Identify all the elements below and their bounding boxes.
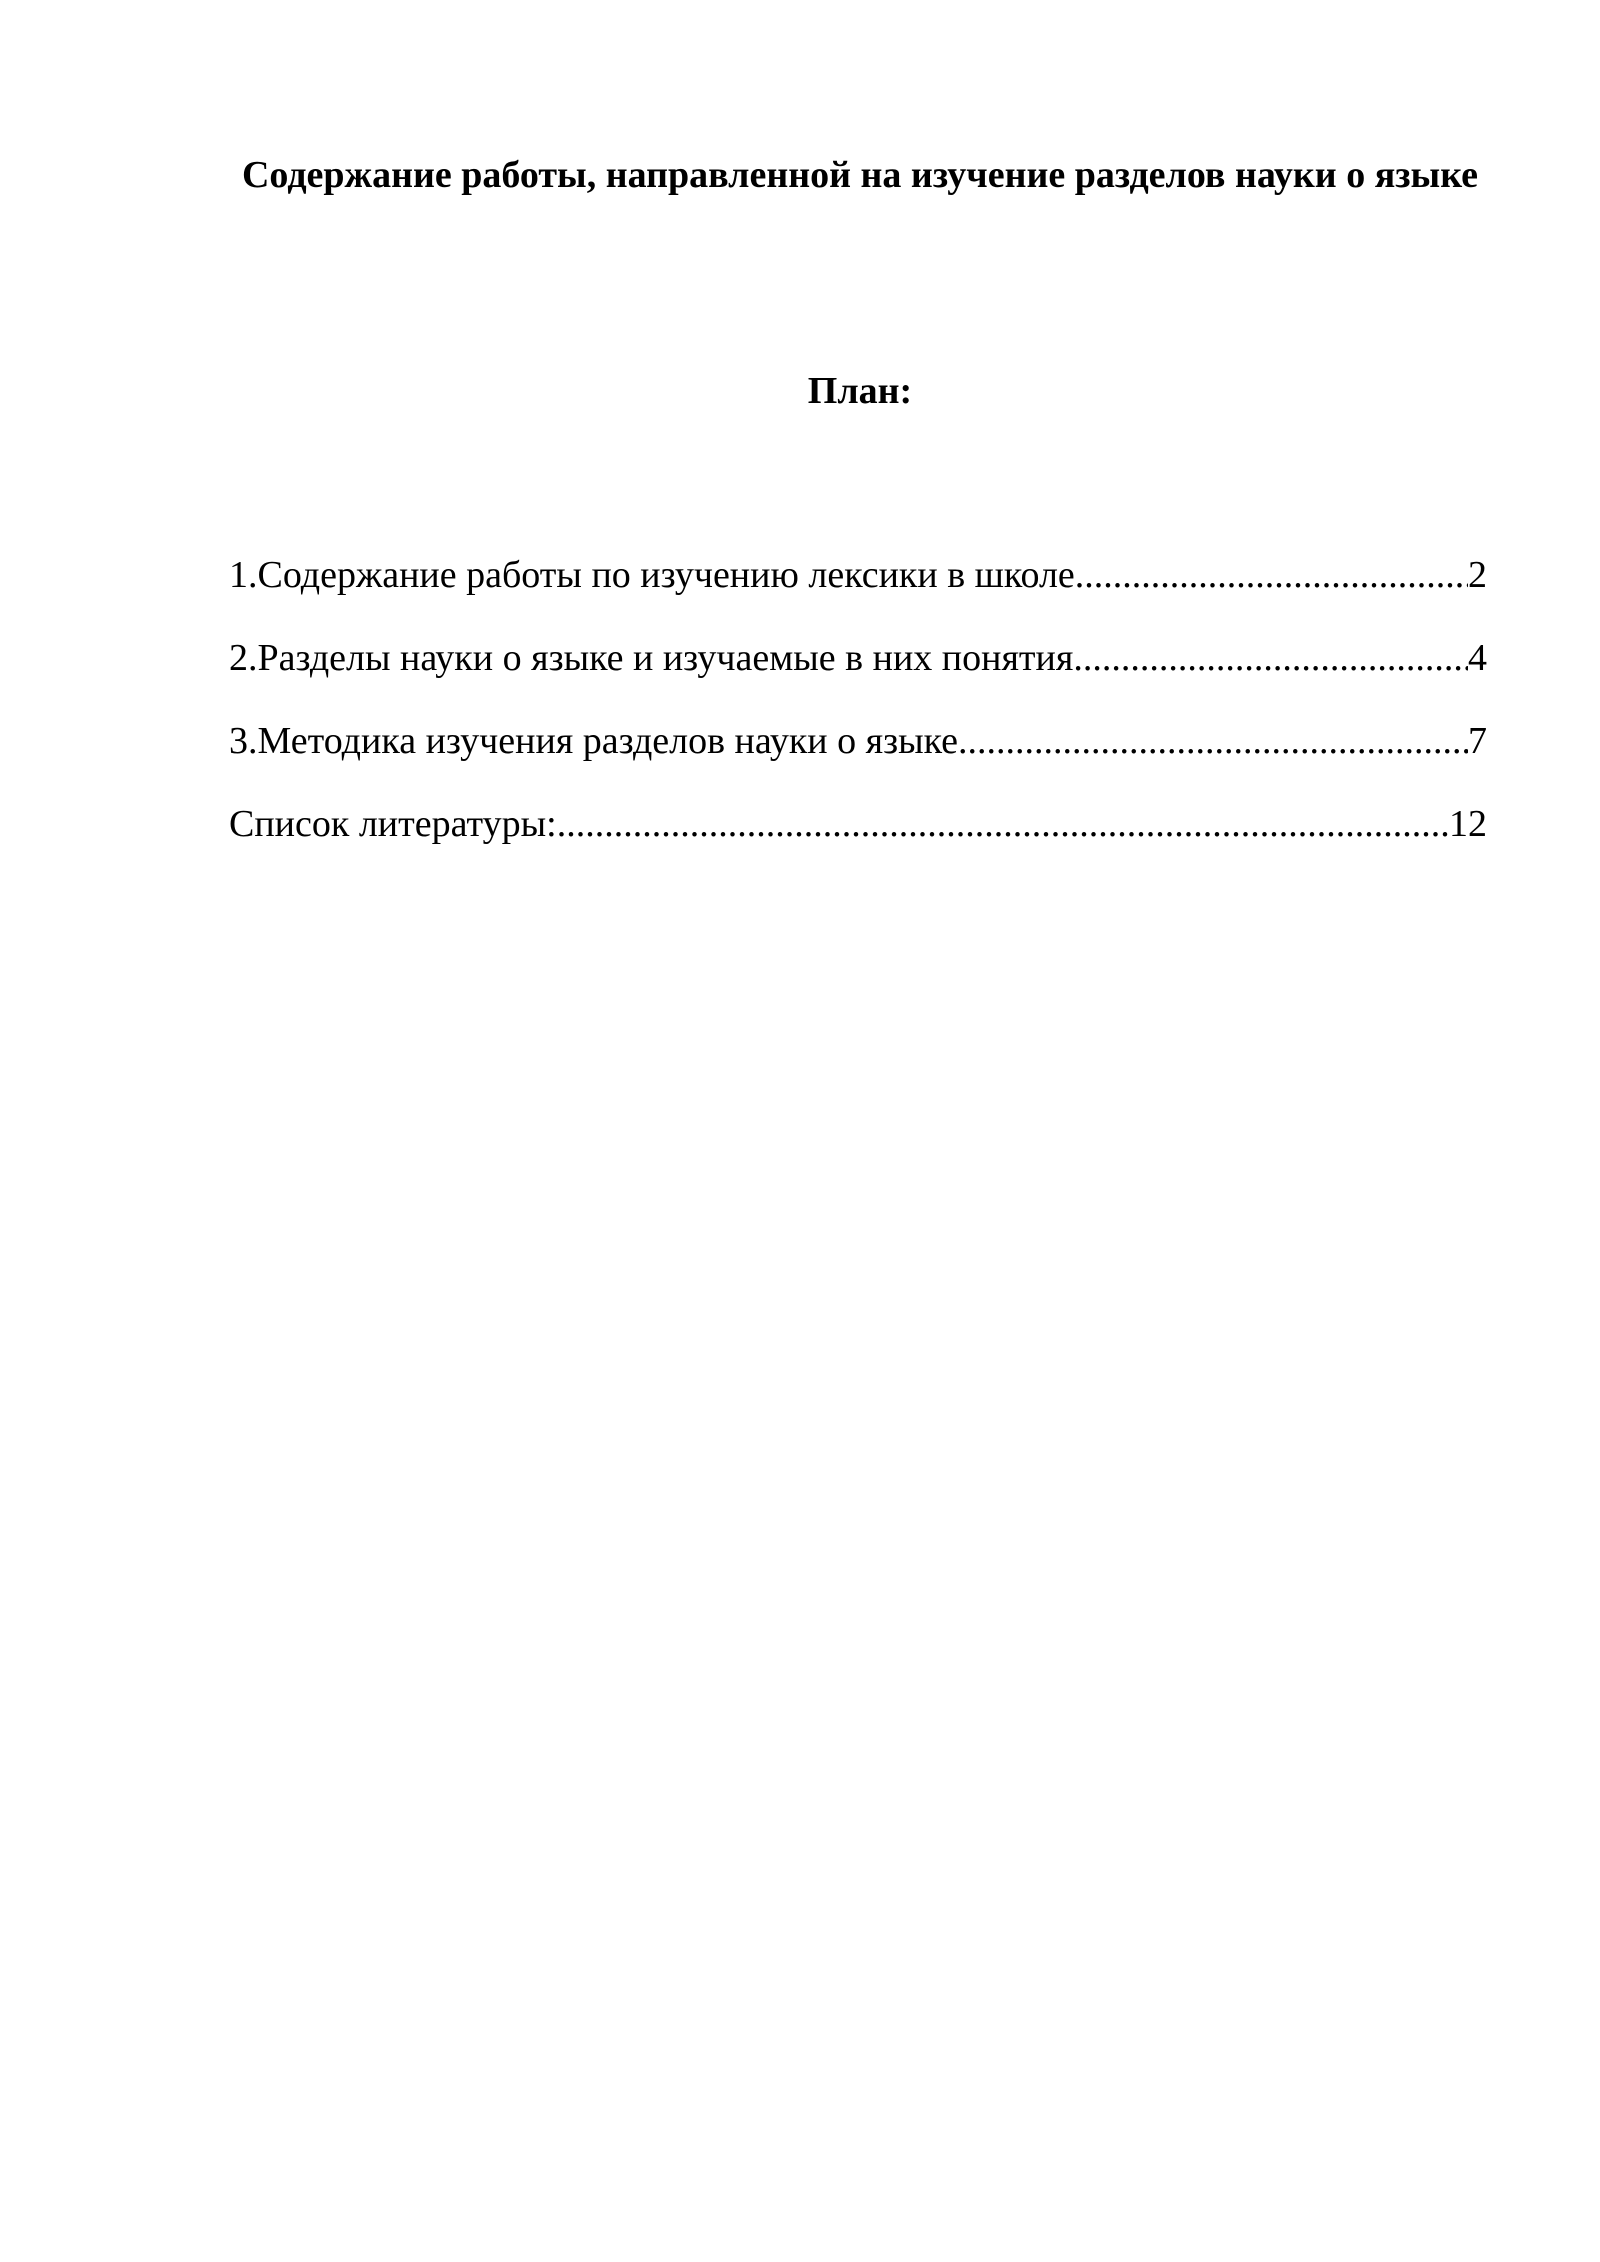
table-of-contents [229,548,1487,880]
toc-entry [229,548,1487,631]
toc-dot-leader [557,797,1449,851]
toc-entry-page: 4 [1468,637,1487,679]
plan-heading: План: [807,370,913,412]
toc-entry-page: 7 [1468,720,1487,762]
toc-entry [229,797,1487,880]
toc-entry [229,714,1487,797]
toc-entry-page: 2 [1468,554,1487,596]
toc-dot-leader [1075,548,1468,602]
toc-dot-leader [958,714,1468,768]
toc-entry-text: 1.Содержание работы по изучению лексики в школе [229,554,1075,596]
toc-entry-page: 12 [1449,803,1487,845]
toc-dot-leader [1073,631,1468,685]
toc-entry [229,631,1487,714]
toc-entry-text: 2.Разделы науки о языке и изучаемые в них понятия [229,637,1074,679]
document-title: Содержание работы, направленной на изучение разделов науки о языке [241,154,1479,196]
toc-entry-text: Список литературы: [229,803,557,845]
toc-entry-text: 3.Методика изучения разделов науки о языке [229,720,959,762]
